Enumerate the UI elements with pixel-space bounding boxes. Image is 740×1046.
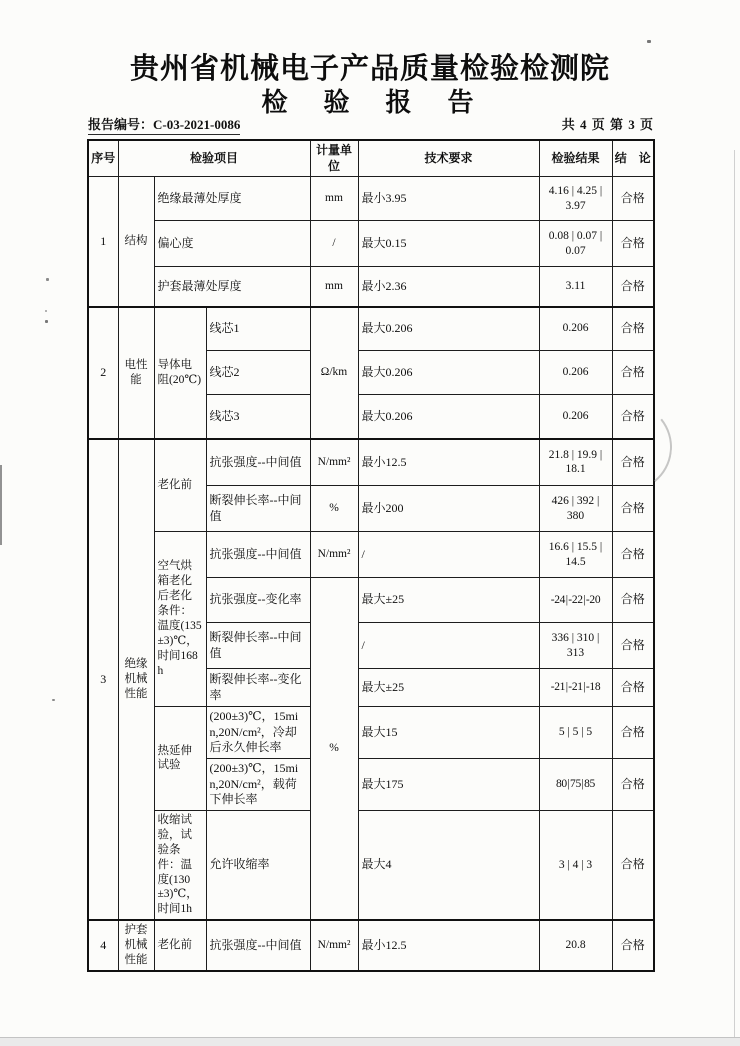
section-no: 4: [88, 920, 118, 971]
section-no: 1: [88, 177, 118, 307]
requirement-cell: 最小200: [358, 486, 539, 532]
result-cell: 0.206: [539, 307, 612, 351]
scan-speck: [52, 699, 55, 701]
conclusion-cell: 合格: [612, 669, 654, 707]
scan-speck: [45, 310, 47, 312]
table-row: [88, 267, 654, 307]
item-name: 断裂伸长率--中间值: [206, 623, 310, 669]
conclusion-cell: 合格: [612, 307, 654, 351]
table-row: [88, 221, 654, 267]
conclusion-cell: 合格: [612, 707, 654, 759]
unit-cell: Ω/km: [310, 307, 358, 439]
inspection-table: [87, 139, 655, 972]
item-name: 偏心度: [154, 221, 310, 267]
result-cell: 20.8: [539, 920, 612, 971]
result-cell: 0.08 | 0.07 | 0.07: [539, 221, 612, 267]
requirement-cell: /: [358, 623, 539, 669]
header-unit: 计量单位: [310, 140, 358, 177]
condition-cell: 空气烘箱老化后老化条件：温度(135±3)℃，时间168h: [154, 532, 206, 707]
table-row: [88, 307, 654, 351]
requirement-cell: /: [358, 532, 539, 578]
requirement-cell: 最大0.206: [358, 307, 539, 351]
result-cell: -21 | -21 | -18: [539, 669, 612, 707]
condition-cell: 收缩试验，试验条件：温度(130±3)℃，时间1h: [154, 810, 206, 920]
scan-speck: [46, 278, 49, 281]
conclusion-cell: 合格: [612, 758, 654, 810]
requirement-cell: 最大175: [358, 758, 539, 810]
header-result: 检验结果: [539, 140, 612, 177]
scan-speck: [647, 40, 651, 43]
unit-cell-merged: %: [310, 578, 358, 921]
table-row: [88, 920, 654, 971]
unit-cell: N/mm²: [310, 920, 358, 971]
header-conclusion: 结 论: [612, 140, 654, 177]
header-no: 序号: [88, 140, 118, 177]
requirement-cell: 最大0.206: [358, 351, 539, 395]
item-name: 抗张强度--中间值: [206, 439, 310, 486]
item-name: 抗张强度--变化率: [206, 578, 310, 623]
conclusion-cell: 合格: [612, 221, 654, 267]
unit-cell: /: [310, 221, 358, 267]
result-cell: -24 | -22 | -20: [539, 578, 612, 623]
requirement-cell: 最大±25: [358, 578, 539, 623]
table-row: [88, 532, 654, 578]
item-name: 抗张强度--中间值: [206, 532, 310, 578]
requirement-cell: 最小12.5: [358, 439, 539, 486]
result-cell: 4.16 | 4.25 | 3.97: [539, 177, 612, 221]
requirement-cell: 最大15: [358, 707, 539, 759]
result-cell: 80 | 75 | 85: [539, 758, 612, 810]
condition-cell: 导体电阻(20℃): [154, 307, 206, 439]
item-name: 断裂伸长率--变化率: [206, 669, 310, 707]
table-header-row: [88, 140, 654, 177]
item-name: (200±3)℃，15min,20N/cm²，冷却后永久伸长率: [206, 707, 310, 759]
result-cell: 336 | 310 | 313: [539, 623, 612, 669]
conclusion-cell: 合格: [612, 439, 654, 486]
item-name: 护套最薄处厚度: [154, 267, 310, 307]
item-name: 线芯1: [206, 307, 310, 351]
report-number-label: 报告编号：: [88, 117, 154, 132]
table-row: [88, 177, 654, 221]
item-name: (200±3)℃，15min,20N/cm²，载荷下伸长率: [206, 758, 310, 810]
unit-cell: mm: [310, 267, 358, 307]
table-row: [88, 707, 654, 759]
conclusion-cell: 合格: [612, 486, 654, 532]
header-item: 检验项目: [118, 140, 310, 177]
table-row: [88, 810, 654, 920]
conclusion-cell: 合格: [612, 810, 654, 920]
result-cell: 3 | 4 | 3: [539, 810, 612, 920]
conclusion-cell: 合格: [612, 177, 654, 221]
unit-cell: N/mm²: [310, 439, 358, 486]
requirement-cell: 最大4: [358, 810, 539, 920]
requirement-cell: 最大0.15: [358, 221, 539, 267]
conclusion-cell: 合格: [612, 395, 654, 439]
item-name: 断裂伸长率--中间值: [206, 486, 310, 532]
report-number-value: C-03-2021-0086: [153, 117, 241, 132]
report-title: 检 验 报 告: [261, 88, 479, 117]
report-number-line: [88, 114, 240, 133]
conclusion-cell: 合格: [612, 532, 654, 578]
result-cell: 5 | 5 | 5: [539, 707, 612, 759]
page-count-info: 共 4 页 第 3 页: [561, 117, 654, 132]
requirement-cell: 最小2.36: [358, 267, 539, 307]
unit-cell: mm: [310, 177, 358, 221]
result-cell: 3.11: [539, 267, 612, 307]
scan-speck: [45, 320, 48, 323]
item-name: 线芯3: [206, 395, 310, 439]
result-cell: 16.6 | 15.5 | 14.5: [539, 532, 612, 578]
result-cell: 426 | 392 | 380: [539, 486, 612, 532]
condition-cell: 老化前: [154, 439, 206, 532]
conclusion-cell: 合格: [612, 920, 654, 971]
section-no: 2: [88, 307, 118, 439]
conclusion-cell: 合格: [612, 623, 654, 669]
section-no: 3: [88, 439, 118, 921]
result-cell: 0.206: [539, 395, 612, 439]
requirement-cell: 最小3.95: [358, 177, 539, 221]
conclusion-cell: 合格: [612, 267, 654, 307]
institute-title: 贵州省机械电子产品质量检验检测院: [129, 53, 610, 85]
result-cell: 21.8 | 19.9 | 18.1: [539, 439, 612, 486]
requirement-cell: 最大0.206: [358, 395, 539, 439]
section-category: 绝缘机械性能: [118, 439, 154, 921]
item-name: 抗张强度--中间值: [206, 920, 310, 971]
conclusion-cell: 合格: [612, 578, 654, 623]
item-name: 线芯2: [206, 351, 310, 395]
item-name: 绝缘最薄处厚度: [154, 177, 310, 221]
requirement-cell: 最大±25: [358, 669, 539, 707]
section-category: 结构: [118, 177, 154, 307]
scan-edge-mark: [0, 465, 2, 545]
header-req: 技术要求: [358, 140, 539, 177]
condition-cell: 热延伸试验: [154, 707, 206, 811]
requirement-cell: 最小12.5: [358, 920, 539, 971]
paper-right-edge-shadow: [734, 150, 735, 1038]
paper-bottom-edge-shadow: [0, 1038, 740, 1046]
table-row: [88, 439, 654, 486]
unit-cell: N/mm²: [310, 532, 358, 578]
condition-cell: 老化前: [154, 920, 206, 971]
unit-cell: %: [310, 486, 358, 532]
item-name: 允许收缩率: [206, 810, 310, 920]
section-category: 护套机械性能: [118, 920, 154, 971]
conclusion-cell: 合格: [612, 351, 654, 395]
result-cell: 0.206: [539, 351, 612, 395]
section-category: 电性能: [118, 307, 154, 439]
